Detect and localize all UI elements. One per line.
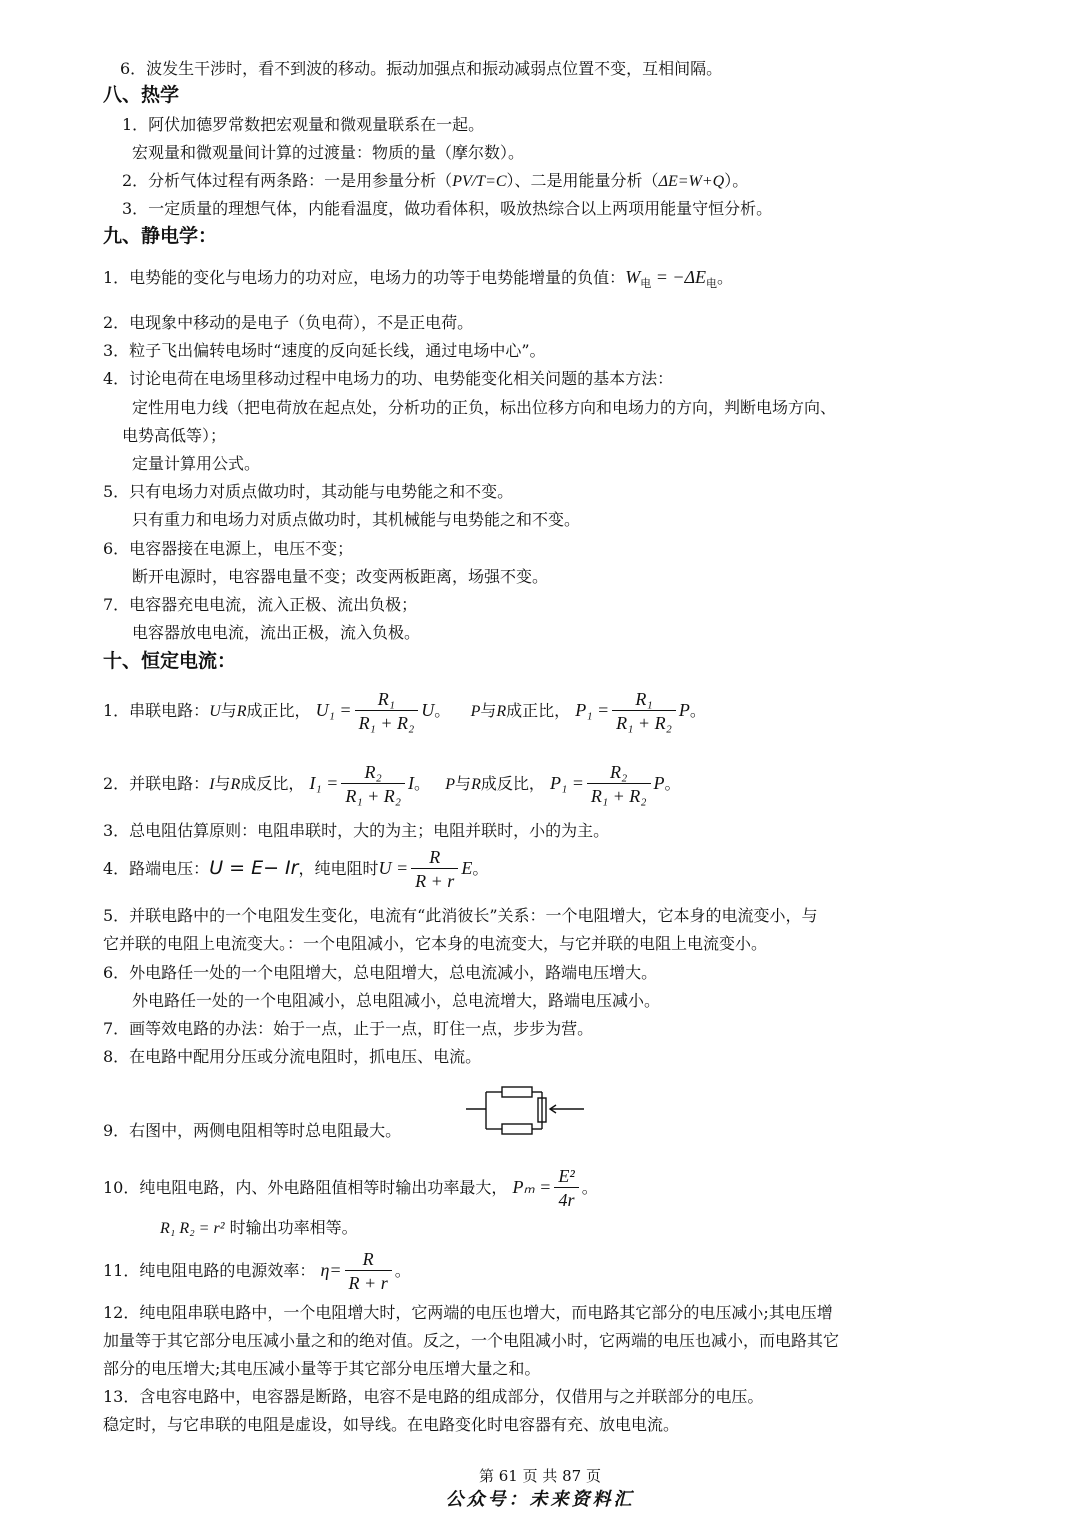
current-item-11: 11．纯电阻电路的电源效率： η= $\frac{R}{R + r}$ 。 [103,1249,411,1293]
estat-item-1: 1．电势能的变化与电场力的功对应，电场力的功等于电势能增量的负值：$W_电 = -\Delta E_电$。 [103,267,734,291]
fraction-terminal-voltage: $\frac{R}{R + r}$ [411,846,458,893]
estat-item-4b: 电势高低等）； [122,426,227,445]
current-item-6b: 外电路任一处的一个电阻减小，总电阻减小，总电流增大，路端电压减小。 [132,991,661,1010]
section-heading-current: 十、恒定电流： [103,650,237,672]
thermo-item-2: 2．分析气体过程有两条路：一是用参量分析（PV/T=C）、二是用能量分析（ΔE=W+Q）。 [122,171,749,190]
current-item-6: 6．外电路任一处的一个电阻增大，总电阻增大，总电流减小，路端电压增大。 [103,963,658,982]
current-item-10b: R₁ R₂ = r² 时输出功率相等。 [160,1218,358,1237]
current-item-3: 3．总电阻估算原则：电阻串联时，大的为主；电阻并联时，小的为主。 [103,821,610,840]
current-item-9: 9．右图中，两侧电阻相等时总电阻最大。 [103,1121,402,1140]
estat-item-2: 2．电现象中移动的是电子（负电荷），不是正电荷。 [103,313,474,332]
fraction-series-u: $\frac{\text{R₁}}{\text{R₁ + R₂}}$ [355,688,419,735]
thermo-item-3: 3．一定质量的理想气体，内能看温度，做功看体积，吸放热综合以上两项用能量守恒分析。 [122,199,773,218]
section-heading-thermo: 八、热学 [103,84,180,106]
estat-item-7b: 电容器放电电流，流出正极，流入负极。 [132,623,421,642]
thermo-item-1: 1．阿伏加德罗常数把宏观量和微观量联系在一起。 [122,115,485,134]
current-item-7: 7．画等效电路的办法：始于一点，止于一点，盯住一点，步步为营。 [103,1019,594,1038]
estat-item-5b: 只有重力和电场力对质点做功时，其机械能与电势能之和不变。 [132,510,581,529]
current-item-1: 1．串联电路：U与R成正比， U₁ = $\frac{\text{R₁}}{\text{R₁ + R₂}}$ U。 P与R成正比， P₁ = $\frac{\text{R₁}}{\text{R₁ + R₂}}$ P。 [103,689,706,733]
current-item-13b: 稳定时，与它串联的电阻是虚设，如导线。在电路变化时电容器有充、放电电流。 [103,1415,680,1434]
fraction-max-power: $\frac{\text{E²}}{4r}$ [554,1165,578,1212]
current-item-13a: 13．含电容电路中，电容器是断路，电容不是电路的组成部分，仅借用与之并联部分的电压。 [103,1387,764,1406]
current-item-4: 4．路端电压：U = E− Ir，纯电阻时U = $\frac{R}{R + r}$ E。 [103,847,489,891]
estat-item-4c: 定量计算用公式。 [132,454,261,473]
thermo-item-1b: 宏观量和微观量间计算的过渡量：物质的量（摩尔数）。 [132,143,525,162]
estat-item-4a: 定性用电力线（把电荷放在起点处，分析功的正负，标出位移方向和电场力的方向，判断电场方向、 [132,398,837,417]
estat-item-3: 3．粒子飞出偏转电场时“速度的反向延长线，通过电场中心”。 [103,341,546,360]
current-item-5a: 5．并联电路中的一个电阻发生变化，电流有“此消彼长”关系：一个电阻增大，它本身的电流变小，与 [103,906,818,925]
estat-item-4: 4．讨论电荷在电场里移动过程中电场力的功、电势能变化相关问题的基本方法： [103,369,674,388]
current-item-5b: 它并联的电阻上电流变大。：一个电阻减小，它本身的电流变大，与它并联的电阻上电流变小。 [103,934,768,953]
brand-watermark: 公众号：未来资料汇 [445,1489,635,1510]
estat-item-7: 7．电容器充电电流，流入正极、流出负极； [103,595,418,614]
fraction-parallel-p: $\frac{\text{R₂}}{\text{R₁ + R₂}}$ [587,761,651,808]
current-item-12c: 部分的电压增大;其电压减小量等于其它部分电压增大量之和。 [103,1359,541,1378]
circuit-diagram [462,1082,588,1136]
fraction-efficiency: $\frac{R}{R + r}$ [345,1248,392,1295]
page-number: 第 61 页 共 87 页 [478,1467,601,1485]
current-item-12a: 12．纯电阻串联电路中，一个电阻增大时，它两端的电压也增大，而电路其它部分的电压减小;其电压增 [103,1303,833,1322]
estat-item-6b: 断开电源时，电容器电量不变；改变两板距离，场强不变。 [132,567,549,586]
estat-item-5: 5．只有电场力对质点做功时，其动能与电势能之和不变。 [103,482,514,501]
section-heading-electrostatics: 九、静电学： [103,225,218,247]
current-item-12b: 加量等于其它部分电压减小量之和的绝对值。反之，一个电阻减小时，它两端的电压也减小，而电路其它 [103,1331,840,1350]
fraction-parallel-i: $\frac{\text{R₂}}{\text{R₁ + R₂}}$ [341,761,405,808]
current-item-8: 8．在电路中配用分压或分流电阻时，抓电压、电流。 [103,1047,482,1066]
wave-item-6: 6．波发生干涉时，看不到波的移动。振动加强点和振动减弱点位置不变，互相间隔。 [120,59,723,78]
current-item-2: 2．并联电路：I与R成反比， I₁ = $\frac{\text{R₂}}{\text{R₁ + R₂}}$ I。 P与R成反比， P₁ = $\frac{\text{R₂}}{\text{R₁ + R₂}}$ P。 [103,762,681,806]
current-item-10: 10．纯电阻电路，内、外电路阻值相等时输出功率最大， Pₘ = $\frac{\text{E²}}{4r}$ 。 [103,1166,598,1210]
fraction-series-p: $\frac{\text{R₁}}{\text{R₁ + R₂}}$ [612,688,676,735]
estat-item-6: 6．电容器接在电源上，电压不变； [103,539,354,558]
